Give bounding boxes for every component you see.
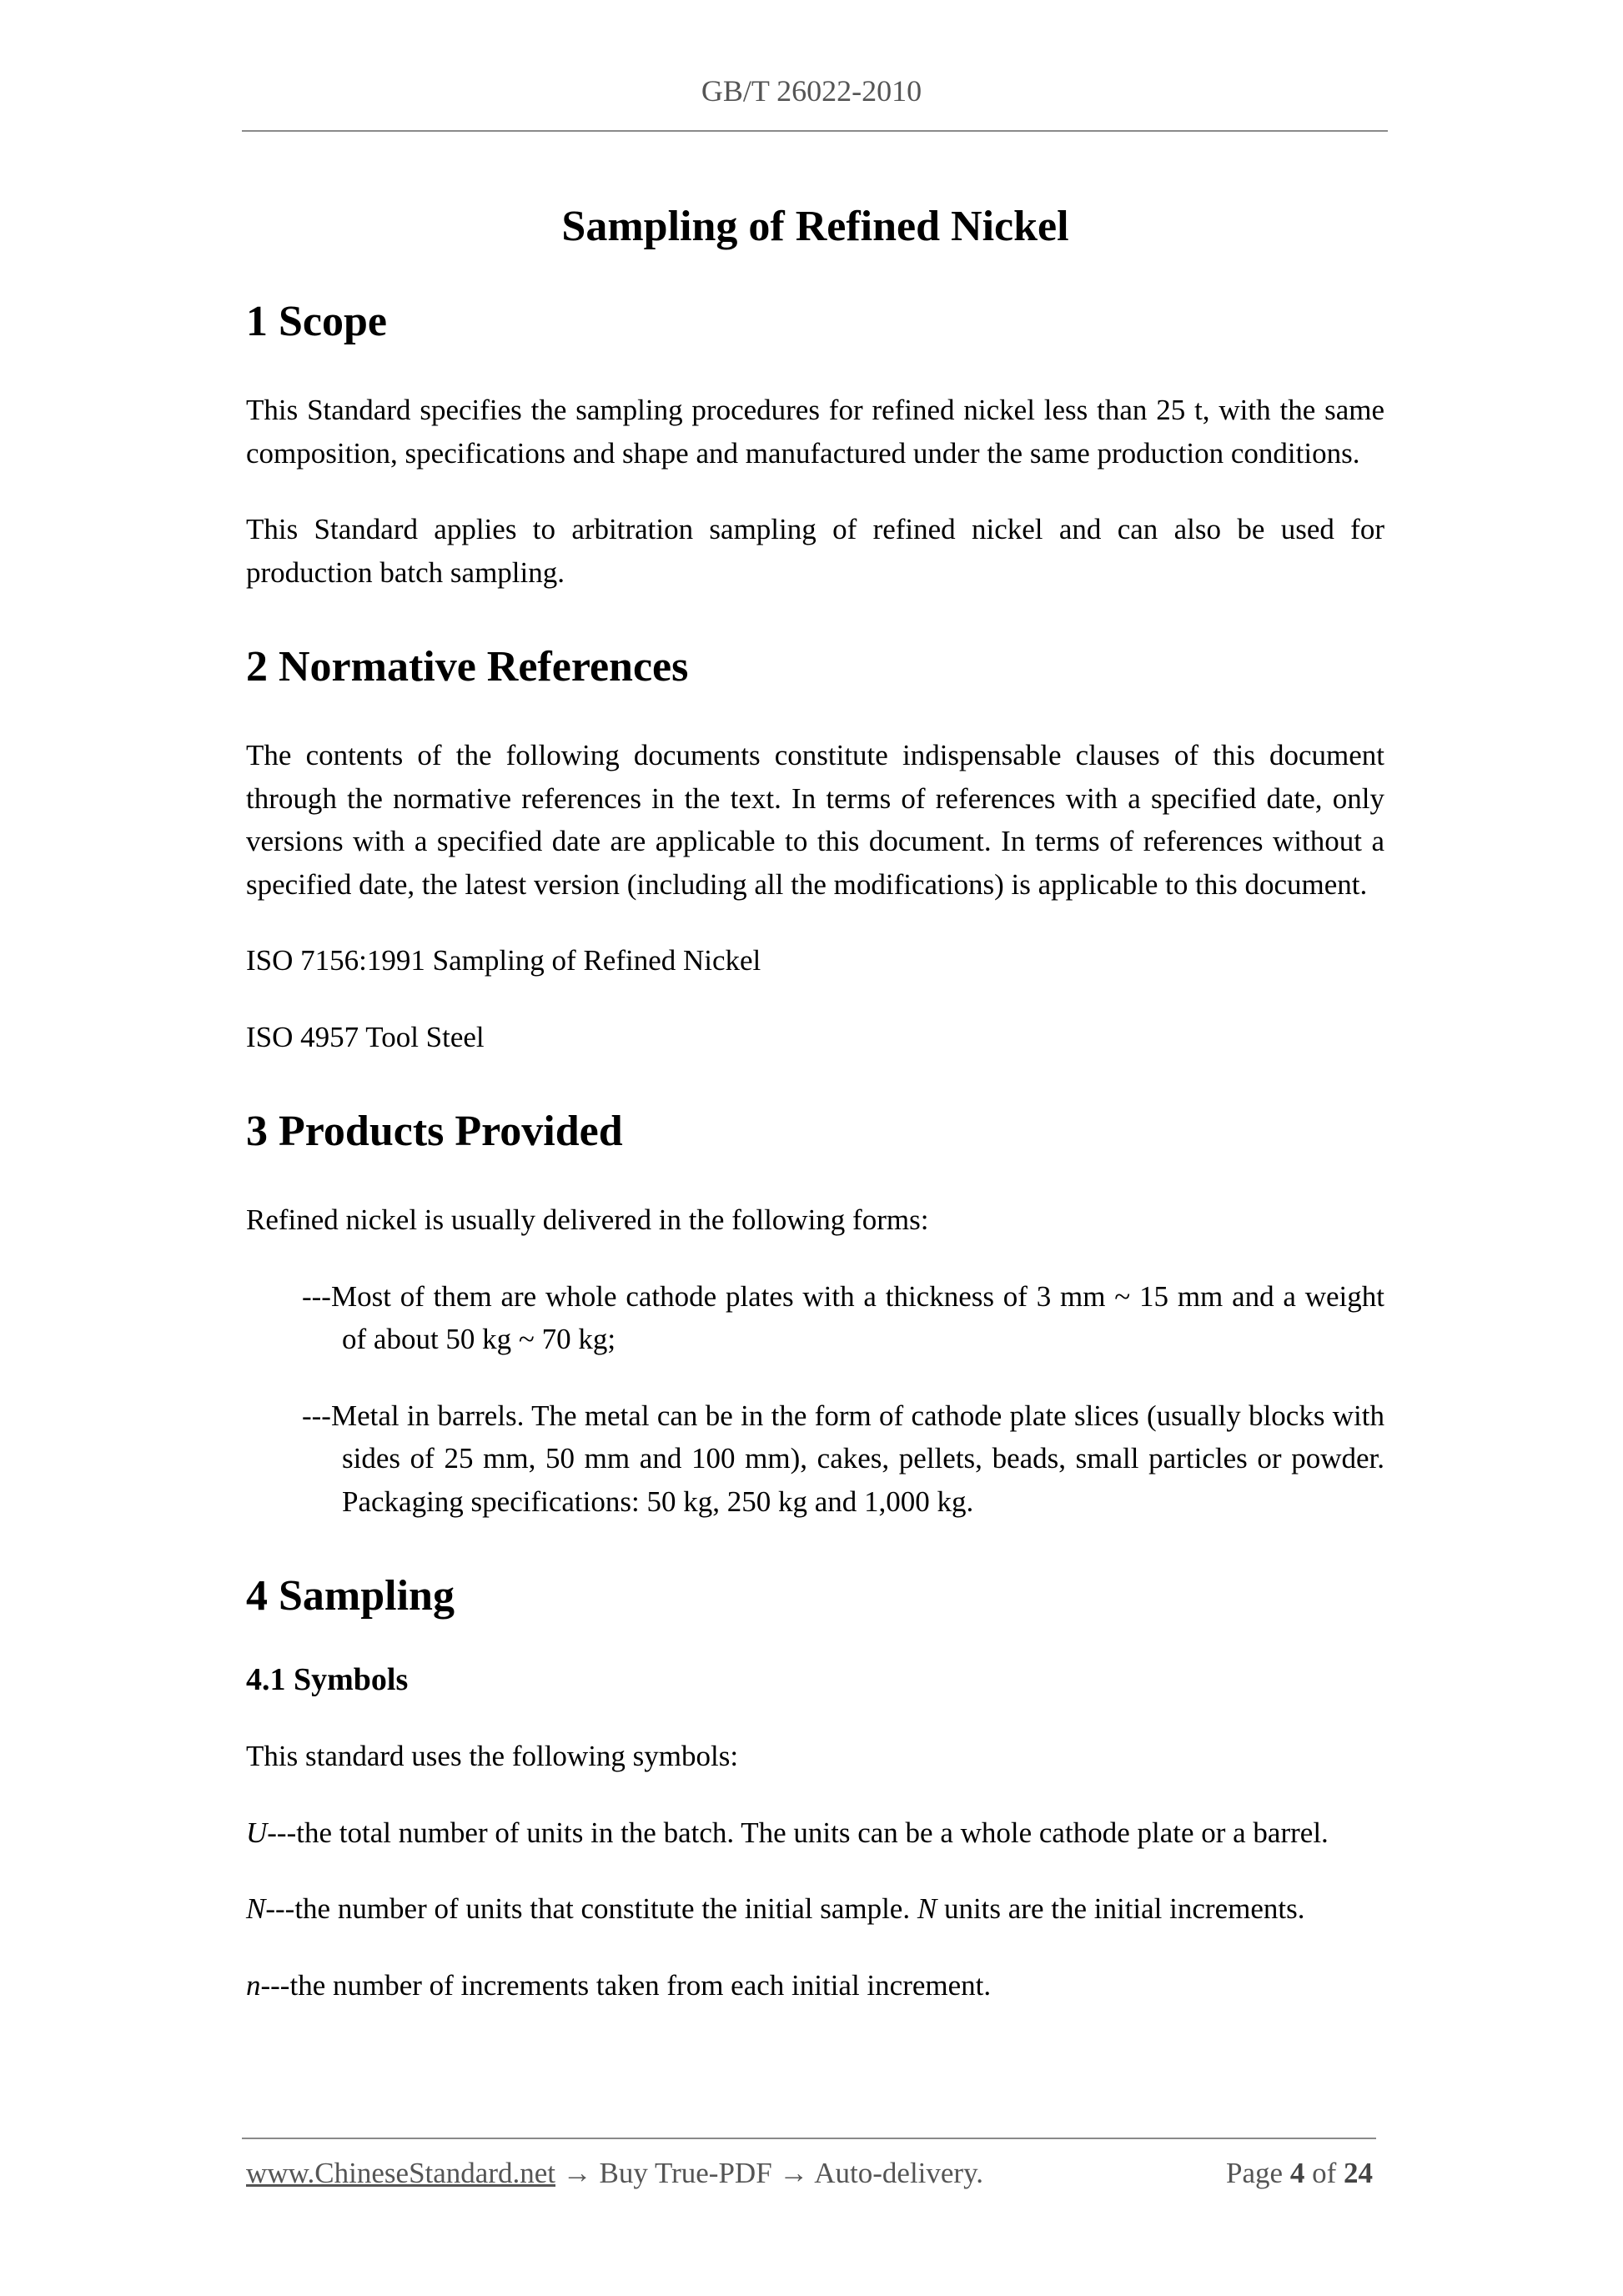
page-current: 4 [1289, 2157, 1305, 2189]
header-standard-code: GB/T 26022-2010 [701, 74, 922, 108]
products-intro: Refined nickel is usually delivered in the following forms: [246, 1203, 929, 1236]
arrow-right-icon: → [779, 2157, 809, 2189]
page-label: Page [1226, 2157, 1284, 2189]
page-of-label: of [1312, 2157, 1337, 2189]
section-2-heading: 2 Normative References [246, 643, 689, 691]
symbol-n-upper-inline: N [917, 1892, 937, 1925]
symbol-n-upper: N [246, 1892, 266, 1925]
symbol-u-definition [246, 1811, 1384, 1855]
references-paragraph: The contents of the following documents constitute indispensable clauses of this document through the normative references in the text. In terms of references with a specified date, only versions with a specified date are applicable to this document. In terms of references without a specified date, the latest version (including all the modifications) is applicable to this document. [246, 739, 1384, 901]
scope-paragraph-1: This Standard specifies the sampling procedures for refined nickel less than 25 t, with the same composition, specifications and shape and manufactured under the same production conditions. [246, 394, 1384, 470]
footer-divider [242, 2138, 1376, 2139]
reference-iso-4957: ISO 4957 Tool Steel [246, 1020, 485, 1053]
page-content [246, 193, 1384, 2007]
auto-delivery-text: Auto-delivery. [814, 2157, 984, 2189]
reference-iso-7156: ISO 7156:1991 Sampling of Refined Nickel [246, 944, 761, 977]
symbol-n-lower: n [246, 1968, 261, 2002]
header-divider [242, 130, 1388, 132]
symbol-n-lower-definition [246, 1964, 1384, 2007]
products-item-barrels: ---Metal in barrels. The metal can be in the form of cathode plate slices (usually blocks with sides of 25 mm, 50 mm and 100 mm), cakes, pellets, beads, small particles or powder. Packaging specifications: 50 kg, 250 kg and 1,000 kg. [302, 1399, 1384, 1518]
symbol-n-upper-text: ---the number of units that constitute the initial sample. [265, 1892, 917, 1925]
footer-links [246, 2157, 983, 2190]
arrow-right-icon: → [562, 2157, 592, 2189]
page-number [1226, 2157, 1373, 2190]
buy-pdf-text: Buy True-PDF [599, 2157, 772, 2189]
website-link[interactable]: www.ChineseStandard.net [246, 2157, 555, 2189]
symbol-u: U [246, 1816, 268, 1849]
scope-paragraph-2: This Standard applies to arbitration sampling of refined nickel and can also be used for production batch sampling. [246, 513, 1384, 589]
symbol-n-lower-text: ---the number of increments taken from each initial increment. [260, 1968, 992, 2002]
page-total: 24 [1344, 2157, 1373, 2189]
symbol-n-upper-text-2: units are the initial increments. [937, 1892, 1305, 1925]
subsection-4-1-heading: 4.1 Symbols [246, 1662, 409, 1697]
section-4-heading: 4 Sampling [246, 1572, 455, 1620]
document-title: Sampling of Refined Nickel [561, 203, 1069, 250]
symbol-n-upper-definition [246, 1887, 1384, 1931]
symbol-u-text: ---the total number of units in the batch. The units can be a whole cathode plate or a barrel. [267, 1816, 1329, 1849]
section-3-heading: 3 Products Provided [246, 1108, 623, 1155]
symbols-intro: This standard uses the following symbols: [246, 1740, 739, 1772]
section-1-heading: 1 Scope [246, 298, 387, 345]
products-item-cathode-plates: ---Most of them are whole cathode plates with a thickness of 3 mm ~ 15 mm and a weight of about 50 kg ~ 70 kg; [302, 1279, 1384, 1355]
